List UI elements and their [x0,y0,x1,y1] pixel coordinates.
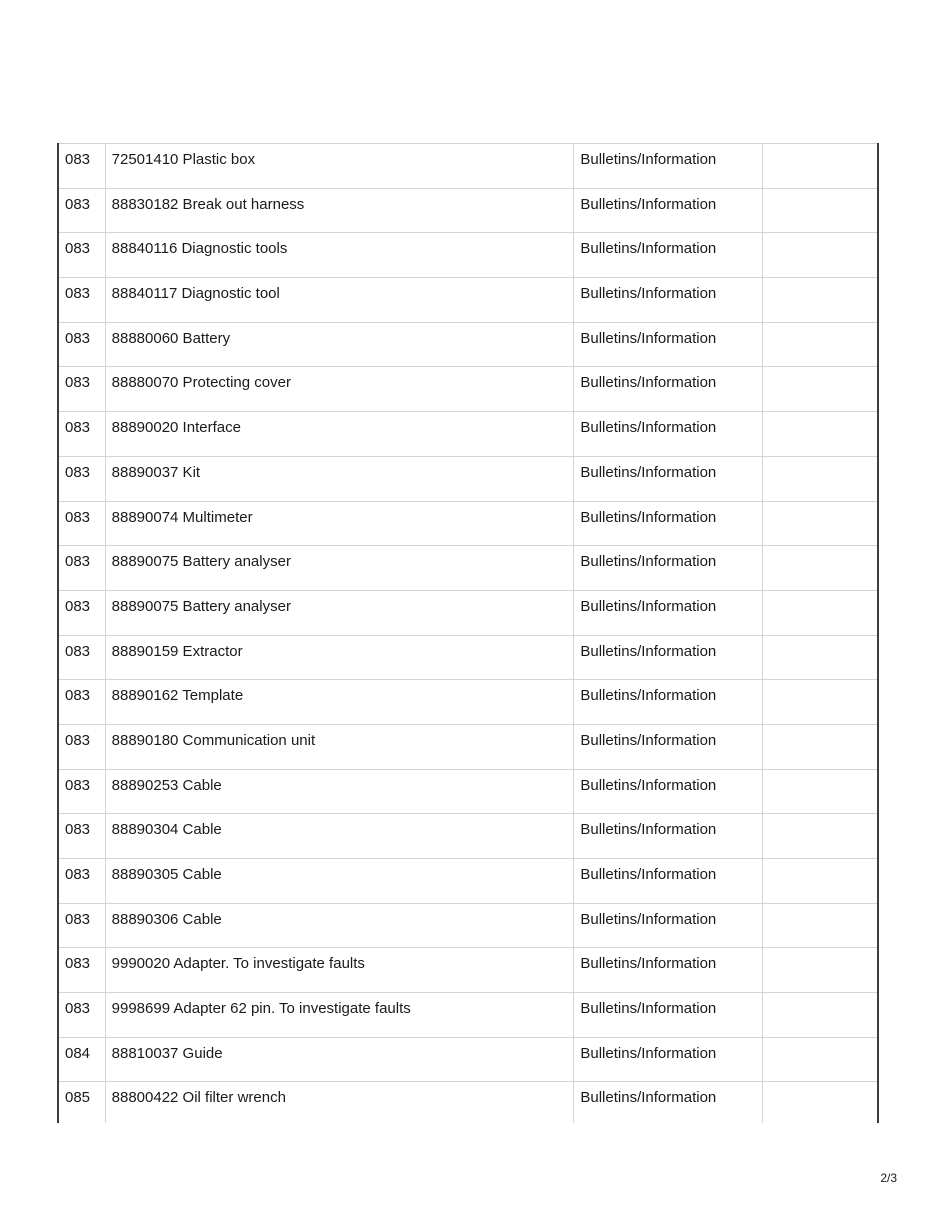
cell-extra [763,635,877,680]
cell-code: 083 [59,814,105,859]
cell-category: Bulletins/Information [574,278,763,323]
table-row [59,144,877,189]
table-row [59,859,877,904]
cell-code: 083 [59,188,105,233]
parts-table-body [59,144,877,1124]
cell-description: 88890074 Multimeter [105,501,574,546]
cell-extra [763,412,877,457]
cell-code: 083 [59,769,105,814]
cell-extra [763,590,877,635]
table-row [59,546,877,591]
cell-description: 88890159 Extractor [105,635,574,680]
table-row [59,233,877,278]
cell-code: 085 [59,1082,105,1123]
cell-extra [763,724,877,769]
table-row [59,680,877,725]
cell-category: Bulletins/Information [574,948,763,993]
cell-category: Bulletins/Information [574,993,763,1038]
cell-code: 083 [59,948,105,993]
cell-extra [763,322,877,367]
cell-description: 88890075 Battery analyser [105,590,574,635]
cell-description: 88840116 Diagnostic tools [105,233,574,278]
cell-category: Bulletins/Information [574,546,763,591]
cell-category: Bulletins/Information [574,188,763,233]
cell-extra [763,948,877,993]
cell-category: Bulletins/Information [574,903,763,948]
cell-extra [763,993,877,1038]
cell-description: 88880070 Protecting cover [105,367,574,412]
cell-code: 083 [59,144,105,189]
table-row [59,412,877,457]
cell-category: Bulletins/Information [574,635,763,680]
cell-code: 083 [59,590,105,635]
cell-code: 083 [59,546,105,591]
cell-category: Bulletins/Information [574,1037,763,1082]
cell-code: 083 [59,724,105,769]
cell-description: 88800422 Oil filter wrench [105,1082,574,1123]
cell-category: Bulletins/Information [574,680,763,725]
cell-description: 88840117 Diagnostic tool [105,278,574,323]
table-row [59,590,877,635]
cell-category: Bulletins/Information [574,233,763,278]
cell-category: Bulletins/Information [574,501,763,546]
cell-code: 083 [59,680,105,725]
page-number: 2/3 [880,1171,897,1185]
cell-extra [763,769,877,814]
cell-extra [763,1037,877,1082]
table-row [59,948,877,993]
cell-description: 88890020 Interface [105,412,574,457]
cell-code: 083 [59,903,105,948]
table-row [59,1037,877,1082]
cell-code: 083 [59,501,105,546]
cell-description: 88890253 Cable [105,769,574,814]
parts-table [57,143,879,1123]
cell-category: Bulletins/Information [574,456,763,501]
table-row [59,501,877,546]
cell-description: 9990020 Adapter. To investigate faults [105,948,574,993]
cell-code: 083 [59,412,105,457]
cell-description: 88810037 Guide [105,1037,574,1082]
cell-code: 083 [59,993,105,1038]
table-row [59,724,877,769]
cell-category: Bulletins/Information [574,859,763,904]
cell-description: 88890305 Cable [105,859,574,904]
cell-description: 88890075 Battery analyser [105,546,574,591]
cell-extra [763,814,877,859]
table-row [59,769,877,814]
cell-description: 88890304 Cable [105,814,574,859]
cell-extra [763,278,877,323]
cell-description: 9998699 Adapter 62 pin. To investigate faults [105,993,574,1038]
cell-extra [763,188,877,233]
cell-extra [763,456,877,501]
cell-code: 083 [59,278,105,323]
cell-category: Bulletins/Information [574,367,763,412]
cell-extra [763,1082,877,1123]
cell-extra [763,903,877,948]
cell-extra [763,144,877,189]
cell-extra [763,680,877,725]
cell-code: 083 [59,233,105,278]
table-row [59,814,877,859]
cell-code: 083 [59,322,105,367]
cell-category: Bulletins/Information [574,144,763,189]
cell-category: Bulletins/Information [574,1082,763,1123]
table-row [59,367,877,412]
cell-extra [763,367,877,412]
cell-code: 083 [59,456,105,501]
cell-description: 88890180 Communication unit [105,724,574,769]
table-row [59,188,877,233]
cell-description: 88890306 Cable [105,903,574,948]
cell-description: 88830182 Break out harness [105,188,574,233]
cell-extra [763,501,877,546]
cell-code: 084 [59,1037,105,1082]
table-row [59,903,877,948]
cell-code: 083 [59,367,105,412]
cell-category: Bulletins/Information [574,769,763,814]
cell-extra [763,233,877,278]
cell-code: 083 [59,635,105,680]
table-row [59,322,877,367]
parts-table-grid [59,143,877,1123]
cell-category: Bulletins/Information [574,590,763,635]
cell-code: 083 [59,859,105,904]
cell-description: 72501410 Plastic box [105,144,574,189]
table-row [59,635,877,680]
cell-category: Bulletins/Information [574,724,763,769]
cell-description: 88880060 Battery [105,322,574,367]
table-row [59,1082,877,1123]
cell-category: Bulletins/Information [574,322,763,367]
table-row [59,456,877,501]
table-row [59,278,877,323]
cell-category: Bulletins/Information [574,814,763,859]
cell-category: Bulletins/Information [574,412,763,457]
cell-description: 88890037 Kit [105,456,574,501]
cell-extra [763,546,877,591]
table-row [59,993,877,1038]
cell-extra [763,859,877,904]
cell-description: 88890162 Template [105,680,574,725]
